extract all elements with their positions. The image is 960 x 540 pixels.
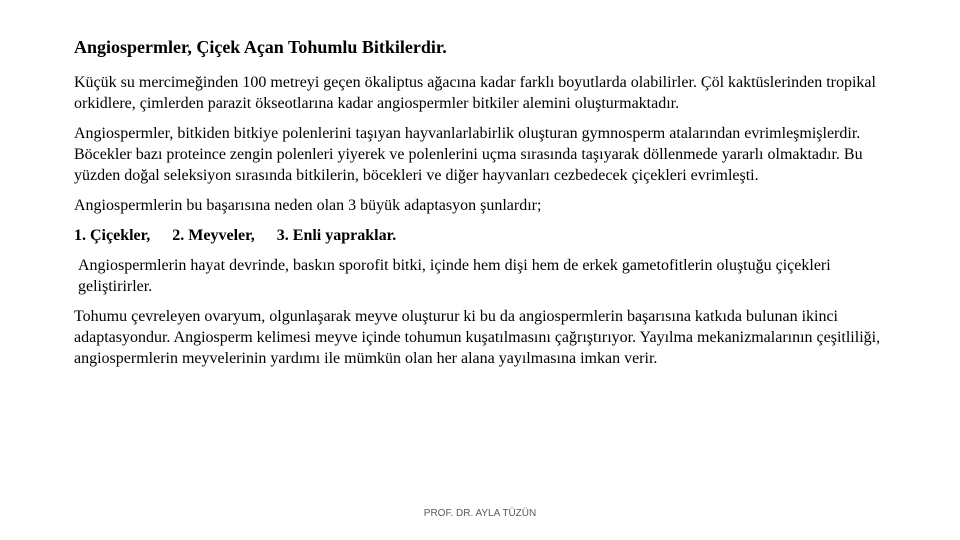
adaptation-item-fruits: 2. Meyveler, [172, 227, 255, 244]
adaptation-item-flowers: 1. Çiçekler, [74, 227, 151, 244]
paragraph-fruit: Tohumu çevreleyen ovaryum, olgunlaşarak meyve oluşturur ki bu da angiospermlerin başarısına katkıda bulunan ikinci adaptasyondur. Angiosperm kelimesi meyve içinde tohumun kuşatılmasını çağrıştırıyor. Yayılma mekanizmalarının çeşitliliği, angiospermlerin meyvelerinin yardımı ile mümkün olan her alana yayılmasına imkan verir. [74, 308, 881, 367]
paragraph-evolution: Angiospermler, bitkiden bitkiye polenlerini taşıyan hayvanlarlabirlik oluşturan gymnosperm atalarından evrimleşmişlerdir. Böcekler bazı proteince zengin polenleri yiyerek ve polenlerini uçma sırasında taşıyarak döllenmede yararlı olmaktadır. Bu yüzden doğal seleksiyon sırasında bitkilerin, böcekleri ve diğer hayvanları cezbedecek çiçekleri evrimleşti. [74, 125, 863, 184]
adaptation-item-broad-leaves: 3. Enli yapraklar. [276, 227, 397, 244]
slide-title: Angiospermler, Çiçek Açan Tohumlu Bitkilerdir. [74, 37, 447, 57]
slide-content [74, 36, 904, 378]
paragraph-adaptations-intro: Angiospermlerin bu başarısına neden olan 3 büyük adaptasyon şunlardır; [74, 197, 542, 214]
adaptation-list [74, 225, 904, 246]
footer-author: PROF. DR. AYLA TÜZÜN [423, 508, 537, 519]
paragraph-size-range: Küçük su mercimeğinden 100 metreyi geçen ökaliptus ağacına kadar farklı boyutlarda olabilirler. Çöl kaktüslerinden tropikal orkidlere, çimlerden parazit ökseotlarına kadar angiospermler bitkiler alemini oluşturmaktadır. [74, 74, 876, 112]
paragraph-life-cycle: Angiospermlerin hayat devrinde, baskın sporofit bitki, içinde hem dişi hem de erkek gametofitlerin oluştuğu çiçekleri geliştirirler. [78, 257, 831, 295]
